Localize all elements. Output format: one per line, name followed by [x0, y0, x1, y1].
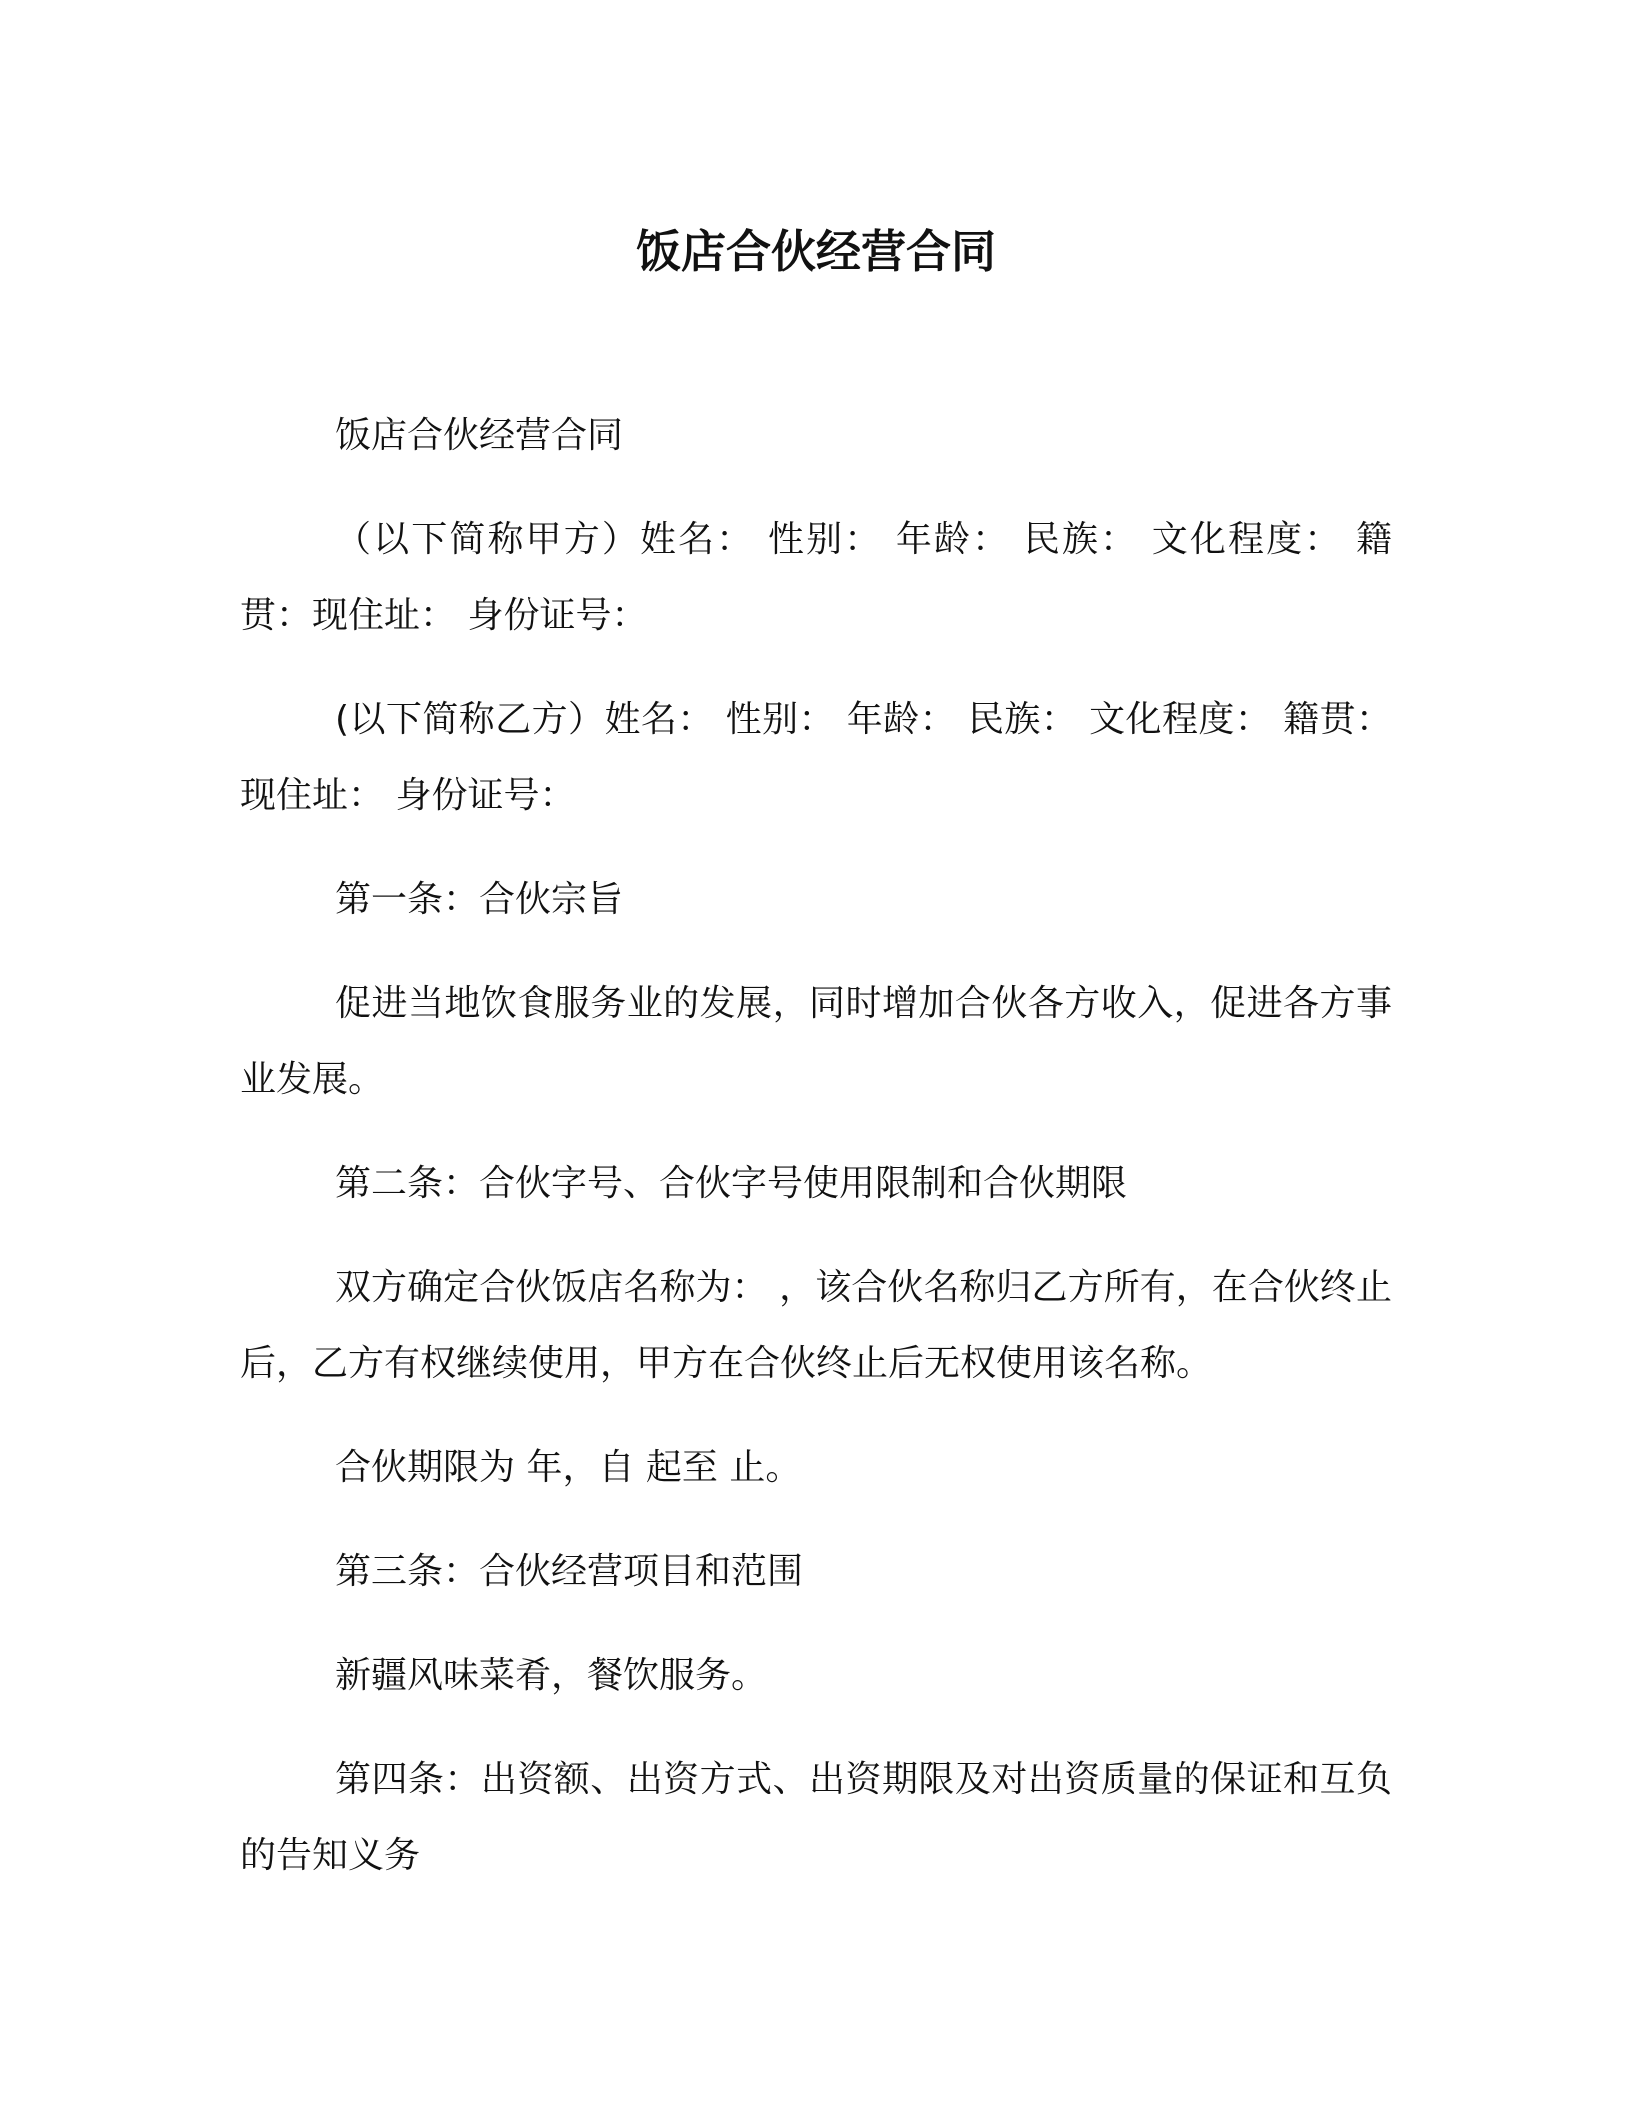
article-2-heading: 第二条：合伙字号、合伙字号使用限制和合伙期限 — [335, 1163, 1128, 1204]
article-1-body: 促进当地饮食服务业的发展，同时增加合伙各方收入，促进各方事业发展。 — [240, 983, 1392, 1100]
article-4-heading: 第四条：出资额、出资方式、出资期限及对出资质量的保证和互负的告知义务 — [240, 1759, 1392, 1876]
document-body — [240, 398, 1392, 1922]
article-1-heading: 第一条：合伙宗旨 — [335, 879, 624, 920]
article-2-body: 双方确定合伙饭店名称为： ，该合伙名称归乙方所有，在合伙终止后，乙方有权继续使用，甲方在合伙终止后无权使用该名称。 — [240, 1267, 1392, 1384]
article-2-term: 合伙期限为 年，自 起至 止。 — [335, 1447, 802, 1488]
party-a-info-paragraph: （以下简称甲方）姓名： 性别： 年龄： 民族： 文化程度： 籍贯：现住址： 身份证号： — [240, 519, 1392, 636]
subtitle-paragraph: 饭店合伙经营合同 — [335, 415, 624, 456]
document-title: 饭店合伙经营合同 — [635, 225, 996, 278]
party-b-info-paragraph: (以下简称乙方）姓名： 性别： 年龄： 民族： 文化程度： 籍贯：现住址： 身份证号： — [240, 699, 1392, 816]
article-3-body: 新疆风味菜肴，餐饮服务。 — [335, 1655, 768, 1696]
article-3-heading: 第三条：合伙经营项目和范围 — [335, 1551, 804, 1592]
